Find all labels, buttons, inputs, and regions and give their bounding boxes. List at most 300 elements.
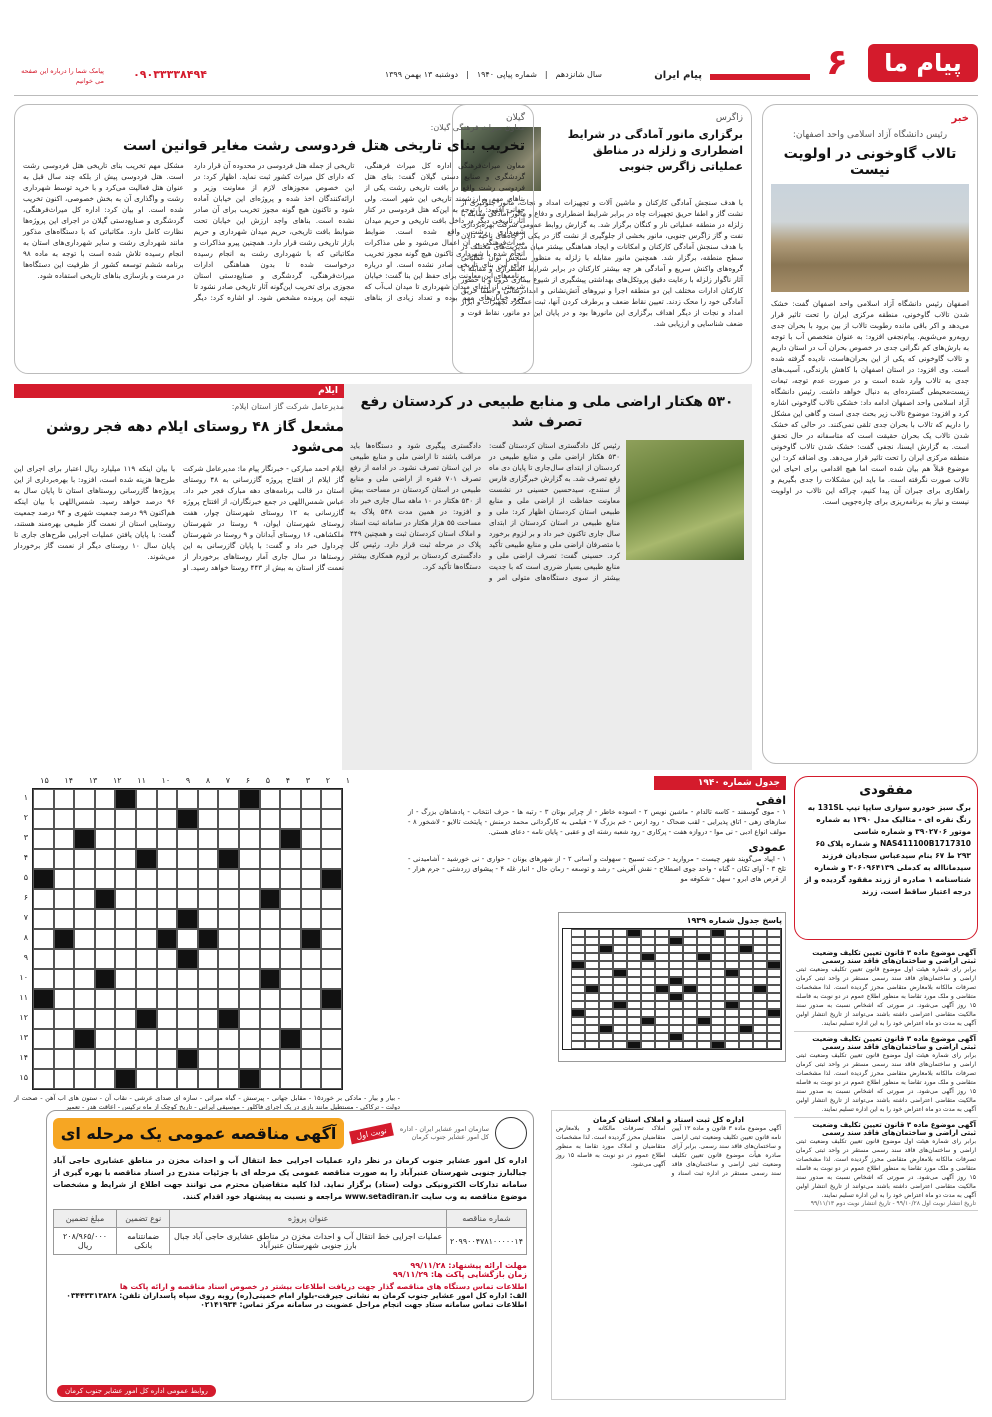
- grid-cell[interactable]: [585, 1009, 599, 1017]
- grid-cell[interactable]: [711, 1017, 725, 1025]
- grid-cell[interactable]: [115, 1029, 136, 1049]
- grid-cell[interactable]: [239, 969, 260, 989]
- grid-cell[interactable]: [218, 989, 239, 1009]
- grid-cell[interactable]: [198, 1049, 219, 1069]
- grid-cell[interactable]: [239, 869, 260, 889]
- grid-cell[interactable]: [655, 977, 669, 985]
- grid-cell[interactable]: [301, 1029, 322, 1049]
- grid-cell[interactable]: [218, 869, 239, 889]
- grid-cell[interactable]: [613, 1041, 627, 1049]
- grid-cell[interactable]: [739, 953, 753, 961]
- grid-cell[interactable]: [753, 1041, 767, 1049]
- grid-cell[interactable]: [585, 993, 599, 1001]
- grid-cell[interactable]: [655, 1025, 669, 1033]
- grid-cell[interactable]: [571, 969, 585, 977]
- grid-cell[interactable]: [571, 977, 585, 985]
- grid-cell[interactable]: [177, 929, 198, 949]
- grid-cell[interactable]: [54, 829, 75, 849]
- grid-cell[interactable]: [115, 909, 136, 929]
- grid-cell[interactable]: [198, 1009, 219, 1029]
- grid-cell[interactable]: [260, 949, 281, 969]
- grid-cell[interactable]: [321, 809, 342, 829]
- grid-cell[interactable]: [655, 1017, 669, 1025]
- grid-cell[interactable]: [599, 937, 613, 945]
- grid-cell[interactable]: [95, 1049, 116, 1069]
- grid-cell[interactable]: [627, 969, 641, 977]
- grid-cell[interactable]: [613, 1033, 627, 1041]
- grid-cell[interactable]: [669, 1017, 683, 1025]
- grid-cell[interactable]: [177, 1029, 198, 1049]
- grid-cell[interactable]: [571, 993, 585, 1001]
- grid-cell[interactable]: [683, 1017, 697, 1025]
- grid-cell[interactable]: [136, 1049, 157, 1069]
- grid-cell[interactable]: [683, 1025, 697, 1033]
- grid-cell[interactable]: [33, 809, 54, 829]
- grid-cell[interactable]: [641, 1033, 655, 1041]
- grid-cell[interactable]: [115, 1049, 136, 1069]
- grid-cell[interactable]: [54, 1029, 75, 1049]
- grid-cell[interactable]: [683, 953, 697, 961]
- grid-cell[interactable]: [115, 849, 136, 869]
- grid-cell[interactable]: [697, 969, 711, 977]
- grid-cell[interactable]: [767, 953, 781, 961]
- grid-cell[interactable]: [655, 1001, 669, 1009]
- grid-cell[interactable]: [260, 1049, 281, 1069]
- grid-cell[interactable]: [697, 1041, 711, 1049]
- grid-cell[interactable]: [260, 849, 281, 869]
- grid-cell[interactable]: [627, 961, 641, 969]
- grid-cell[interactable]: [301, 949, 322, 969]
- grid-cell[interactable]: [627, 945, 641, 953]
- grid-cell[interactable]: [260, 1009, 281, 1029]
- grid-cell[interactable]: [218, 889, 239, 909]
- grid-cell[interactable]: [571, 985, 585, 993]
- grid-cell[interactable]: [95, 1009, 116, 1029]
- grid-cell[interactable]: [218, 1029, 239, 1049]
- grid-cell[interactable]: [74, 889, 95, 909]
- grid-cell[interactable]: [157, 989, 178, 1009]
- grid-cell[interactable]: [711, 1009, 725, 1017]
- grid-cell[interactable]: [585, 929, 599, 937]
- grid-cell[interactable]: [739, 977, 753, 985]
- grid-cell[interactable]: [725, 1025, 739, 1033]
- grid-cell[interactable]: [74, 809, 95, 829]
- grid-cell[interactable]: [198, 949, 219, 969]
- grid-cell[interactable]: [136, 809, 157, 829]
- grid-cell[interactable]: [641, 977, 655, 985]
- grid-cell[interactable]: [95, 809, 116, 829]
- grid-cell[interactable]: [198, 829, 219, 849]
- grid-cell[interactable]: [218, 1069, 239, 1089]
- grid-cell[interactable]: [33, 1009, 54, 1029]
- grid-cell[interactable]: [683, 937, 697, 945]
- grid-cell[interactable]: [239, 1029, 260, 1049]
- grid-cell[interactable]: [599, 993, 613, 1001]
- grid-cell[interactable]: [655, 953, 669, 961]
- grid-cell[interactable]: [739, 985, 753, 993]
- grid-cell[interactable]: [641, 993, 655, 1001]
- grid-cell[interactable]: [585, 937, 599, 945]
- grid-cell[interactable]: [54, 849, 75, 869]
- grid-cell[interactable]: [136, 989, 157, 1009]
- grid-cell[interactable]: [218, 929, 239, 949]
- grid-cell[interactable]: [239, 829, 260, 849]
- grid-cell[interactable]: [613, 929, 627, 937]
- grid-cell[interactable]: [725, 977, 739, 985]
- grid-cell[interactable]: [739, 1033, 753, 1041]
- grid-cell[interactable]: [683, 993, 697, 1001]
- grid-cell[interactable]: [627, 1009, 641, 1017]
- grid-cell[interactable]: [753, 953, 767, 961]
- grid-cell[interactable]: [767, 1041, 781, 1049]
- grid-cell[interactable]: [585, 1017, 599, 1025]
- grid-cell[interactable]: [95, 849, 116, 869]
- grid-cell[interactable]: [725, 961, 739, 969]
- grid-cell[interactable]: [641, 937, 655, 945]
- grid-cell[interactable]: [74, 849, 95, 869]
- grid-cell[interactable]: [613, 1017, 627, 1025]
- grid-cell[interactable]: [627, 953, 641, 961]
- grid-cell[interactable]: [74, 789, 95, 809]
- grid-cell[interactable]: [301, 969, 322, 989]
- grid-cell[interactable]: [571, 1001, 585, 1009]
- grid-cell[interactable]: [641, 1009, 655, 1017]
- grid-cell[interactable]: [136, 889, 157, 909]
- grid-cell[interactable]: [683, 969, 697, 977]
- grid-cell[interactable]: [280, 789, 301, 809]
- grid-cell[interactable]: [767, 937, 781, 945]
- grid-cell[interactable]: [655, 969, 669, 977]
- grid-cell[interactable]: [683, 1033, 697, 1041]
- grid-cell[interactable]: [33, 829, 54, 849]
- grid-cell[interactable]: [115, 1009, 136, 1029]
- grid-cell[interactable]: [725, 945, 739, 953]
- grid-cell[interactable]: [725, 1009, 739, 1017]
- grid-cell[interactable]: [301, 909, 322, 929]
- grid-cell[interactable]: [641, 1041, 655, 1049]
- grid-cell[interactable]: [74, 909, 95, 929]
- grid-cell[interactable]: [585, 961, 599, 969]
- grid-cell[interactable]: [74, 989, 95, 1009]
- grid-cell[interactable]: [301, 789, 322, 809]
- grid-cell[interactable]: [74, 1069, 95, 1089]
- grid-cell[interactable]: [218, 969, 239, 989]
- grid-cell[interactable]: [711, 969, 725, 977]
- grid-cell[interactable]: [753, 1025, 767, 1033]
- grid-cell[interactable]: [585, 953, 599, 961]
- grid-cell[interactable]: [697, 1025, 711, 1033]
- grid-cell[interactable]: [321, 1049, 342, 1069]
- grid-cell[interactable]: [627, 1017, 641, 1025]
- grid-cell[interactable]: [115, 949, 136, 969]
- grid-cell[interactable]: [177, 849, 198, 869]
- grid-cell[interactable]: [599, 1009, 613, 1017]
- grid-cell[interactable]: [54, 889, 75, 909]
- grid-cell[interactable]: [753, 929, 767, 937]
- grid-cell[interactable]: [280, 969, 301, 989]
- grid-cell[interactable]: [95, 949, 116, 969]
- grid-cell[interactable]: [669, 945, 683, 953]
- grid-cell[interactable]: [157, 949, 178, 969]
- grid-cell[interactable]: [321, 909, 342, 929]
- grid-cell[interactable]: [725, 985, 739, 993]
- grid-cell[interactable]: [177, 889, 198, 909]
- grid-cell[interactable]: [697, 945, 711, 953]
- grid-cell[interactable]: [697, 977, 711, 985]
- grid-cell[interactable]: [157, 1069, 178, 1089]
- grid-cell[interactable]: [95, 789, 116, 809]
- grid-cell[interactable]: [725, 1017, 739, 1025]
- grid-cell[interactable]: [683, 1041, 697, 1049]
- grid-cell[interactable]: [753, 1009, 767, 1017]
- grid-cell[interactable]: [260, 909, 281, 929]
- grid-cell[interactable]: [115, 889, 136, 909]
- crossword-grid[interactable]: [32, 788, 343, 1090]
- grid-cell[interactable]: [753, 937, 767, 945]
- grid-cell[interactable]: [74, 1009, 95, 1029]
- grid-cell[interactable]: [753, 969, 767, 977]
- grid-cell[interactable]: [697, 937, 711, 945]
- grid-cell[interactable]: [767, 945, 781, 953]
- grid-cell[interactable]: [54, 969, 75, 989]
- grid-cell[interactable]: [54, 949, 75, 969]
- grid-cell[interactable]: [157, 909, 178, 929]
- grid-cell[interactable]: [136, 949, 157, 969]
- grid-cell[interactable]: [697, 1001, 711, 1009]
- grid-cell[interactable]: [95, 869, 116, 889]
- grid-cell[interactable]: [683, 1001, 697, 1009]
- grid-cell[interactable]: [157, 809, 178, 829]
- grid-cell[interactable]: [697, 961, 711, 969]
- grid-cell[interactable]: [767, 977, 781, 985]
- grid-cell[interactable]: [613, 1025, 627, 1033]
- grid-cell[interactable]: [641, 1001, 655, 1009]
- grid-cell[interactable]: [599, 929, 613, 937]
- grid-cell[interactable]: [95, 909, 116, 929]
- grid-cell[interactable]: [321, 929, 342, 949]
- grid-cell[interactable]: [655, 937, 669, 945]
- grid-cell[interactable]: [711, 945, 725, 953]
- grid-cell[interactable]: [669, 969, 683, 977]
- grid-cell[interactable]: [585, 1033, 599, 1041]
- grid-cell[interactable]: [260, 1029, 281, 1049]
- grid-cell[interactable]: [157, 1009, 178, 1029]
- grid-cell[interactable]: [74, 869, 95, 889]
- grid-cell[interactable]: [585, 1041, 599, 1049]
- grid-cell[interactable]: [683, 977, 697, 985]
- grid-cell[interactable]: [697, 993, 711, 1001]
- grid-cell[interactable]: [599, 977, 613, 985]
- grid-cell[interactable]: [641, 969, 655, 977]
- grid-cell[interactable]: [136, 829, 157, 849]
- grid-cell[interactable]: [571, 1033, 585, 1041]
- grid-cell[interactable]: [177, 829, 198, 849]
- grid-cell[interactable]: [669, 1009, 683, 1017]
- grid-cell[interactable]: [280, 949, 301, 969]
- grid-cell[interactable]: [115, 829, 136, 849]
- grid-cell[interactable]: [711, 977, 725, 985]
- grid-cell[interactable]: [198, 789, 219, 809]
- grid-cell[interactable]: [641, 929, 655, 937]
- grid-cell[interactable]: [280, 869, 301, 889]
- grid-cell[interactable]: [218, 809, 239, 829]
- grid-cell[interactable]: [599, 1001, 613, 1009]
- grid-cell[interactable]: [753, 993, 767, 1001]
- grid-cell[interactable]: [260, 989, 281, 1009]
- grid-cell[interactable]: [321, 849, 342, 869]
- grid-cell[interactable]: [627, 1033, 641, 1041]
- grid-cell[interactable]: [260, 869, 281, 889]
- grid-cell[interactable]: [711, 961, 725, 969]
- grid-cell[interactable]: [571, 1025, 585, 1033]
- grid-cell[interactable]: [767, 1025, 781, 1033]
- grid-cell[interactable]: [280, 909, 301, 929]
- grid-cell[interactable]: [571, 1041, 585, 1049]
- grid-cell[interactable]: [613, 1009, 627, 1017]
- grid-cell[interactable]: [669, 953, 683, 961]
- grid-cell[interactable]: [136, 969, 157, 989]
- grid-cell[interactable]: [627, 1001, 641, 1009]
- grid-cell[interactable]: [136, 869, 157, 889]
- grid-cell[interactable]: [641, 985, 655, 993]
- grid-cell[interactable]: [767, 969, 781, 977]
- grid-cell[interactable]: [669, 961, 683, 969]
- grid-cell[interactable]: [739, 993, 753, 1001]
- grid-cell[interactable]: [301, 809, 322, 829]
- grid-cell[interactable]: [198, 889, 219, 909]
- grid-cell[interactable]: [115, 809, 136, 829]
- grid-cell[interactable]: [655, 1033, 669, 1041]
- grid-cell[interactable]: [198, 1029, 219, 1049]
- grid-cell[interactable]: [627, 993, 641, 1001]
- grid-cell[interactable]: [725, 993, 739, 1001]
- grid-cell[interactable]: [585, 1025, 599, 1033]
- grid-cell[interactable]: [301, 1049, 322, 1069]
- grid-cell[interactable]: [571, 929, 585, 937]
- grid-cell[interactable]: [280, 1009, 301, 1029]
- grid-cell[interactable]: [585, 1001, 599, 1009]
- grid-cell[interactable]: [136, 1069, 157, 1089]
- grid-cell[interactable]: [725, 1041, 739, 1049]
- grid-cell[interactable]: [613, 945, 627, 953]
- grid-cell[interactable]: [655, 993, 669, 1001]
- grid-cell[interactable]: [218, 789, 239, 809]
- grid-cell[interactable]: [301, 989, 322, 1009]
- grid-cell[interactable]: [54, 989, 75, 1009]
- grid-cell[interactable]: [599, 1041, 613, 1049]
- grid-cell[interactable]: [95, 829, 116, 849]
- grid-cell[interactable]: [280, 889, 301, 909]
- grid-cell[interactable]: [301, 849, 322, 869]
- grid-cell[interactable]: [655, 945, 669, 953]
- grid-cell[interactable]: [280, 809, 301, 829]
- grid-cell[interactable]: [33, 949, 54, 969]
- grid-cell[interactable]: [725, 937, 739, 945]
- grid-cell[interactable]: [33, 1029, 54, 1049]
- grid-cell[interactable]: [697, 929, 711, 937]
- grid-cell[interactable]: [157, 789, 178, 809]
- grid-cell[interactable]: [627, 985, 641, 993]
- grid-cell[interactable]: [239, 1049, 260, 1069]
- grid-cell[interactable]: [739, 961, 753, 969]
- grid-cell[interactable]: [54, 789, 75, 809]
- grid-cell[interactable]: [157, 849, 178, 869]
- grid-cell[interactable]: [74, 969, 95, 989]
- grid-cell[interactable]: [177, 789, 198, 809]
- grid-cell[interactable]: [683, 1009, 697, 1017]
- grid-cell[interactable]: [54, 1049, 75, 1069]
- grid-cell[interactable]: [33, 929, 54, 949]
- grid-cell[interactable]: [321, 969, 342, 989]
- grid-cell[interactable]: [157, 889, 178, 909]
- grid-cell[interactable]: [54, 809, 75, 829]
- grid-cell[interactable]: [218, 1049, 239, 1069]
- grid-cell[interactable]: [627, 977, 641, 985]
- grid-cell[interactable]: [198, 809, 219, 829]
- grid-cell[interactable]: [655, 1041, 669, 1049]
- grid-cell[interactable]: [218, 949, 239, 969]
- grid-cell[interactable]: [239, 849, 260, 869]
- grid-cell[interactable]: [753, 977, 767, 985]
- grid-cell[interactable]: [697, 1009, 711, 1017]
- grid-cell[interactable]: [739, 937, 753, 945]
- grid-cell[interactable]: [725, 953, 739, 961]
- grid-cell[interactable]: [655, 1009, 669, 1017]
- grid-cell[interactable]: [239, 809, 260, 829]
- grid-cell[interactable]: [177, 989, 198, 1009]
- grid-cell[interactable]: [725, 1033, 739, 1041]
- grid-cell[interactable]: [767, 1001, 781, 1009]
- grid-cell[interactable]: [669, 1025, 683, 1033]
- grid-cell[interactable]: [683, 929, 697, 937]
- grid-cell[interactable]: [301, 1069, 322, 1089]
- grid-cell[interactable]: [157, 969, 178, 989]
- grid-cell[interactable]: [599, 1033, 613, 1041]
- grid-cell[interactable]: [571, 1017, 585, 1025]
- grid-cell[interactable]: [157, 829, 178, 849]
- grid-cell[interactable]: [669, 985, 683, 993]
- grid-cell[interactable]: [571, 953, 585, 961]
- grid-cell[interactable]: [571, 945, 585, 953]
- grid-cell[interactable]: [711, 1001, 725, 1009]
- grid-cell[interactable]: [95, 1069, 116, 1089]
- grid-cell[interactable]: [613, 953, 627, 961]
- grid-cell[interactable]: [280, 849, 301, 869]
- grid-cell[interactable]: [669, 1001, 683, 1009]
- grid-cell[interactable]: [280, 1069, 301, 1089]
- grid-cell[interactable]: [613, 993, 627, 1001]
- grid-cell[interactable]: [613, 937, 627, 945]
- grid-cell[interactable]: [115, 929, 136, 949]
- grid-cell[interactable]: [157, 1029, 178, 1049]
- grid-cell[interactable]: [198, 969, 219, 989]
- grid-cell[interactable]: [239, 949, 260, 969]
- grid-cell[interactable]: [669, 929, 683, 937]
- grid-cell[interactable]: [198, 869, 219, 889]
- grid-cell[interactable]: [585, 945, 599, 953]
- grid-cell[interactable]: [613, 961, 627, 969]
- grid-cell[interactable]: [739, 1017, 753, 1025]
- grid-cell[interactable]: [321, 949, 342, 969]
- grid-cell[interactable]: [301, 889, 322, 909]
- grid-cell[interactable]: [739, 1041, 753, 1049]
- grid-cell[interactable]: [33, 909, 54, 929]
- grid-cell[interactable]: [739, 969, 753, 977]
- grid-cell[interactable]: [33, 1069, 54, 1089]
- grid-cell[interactable]: [136, 1029, 157, 1049]
- grid-cell[interactable]: [239, 1009, 260, 1029]
- grid-cell[interactable]: [711, 985, 725, 993]
